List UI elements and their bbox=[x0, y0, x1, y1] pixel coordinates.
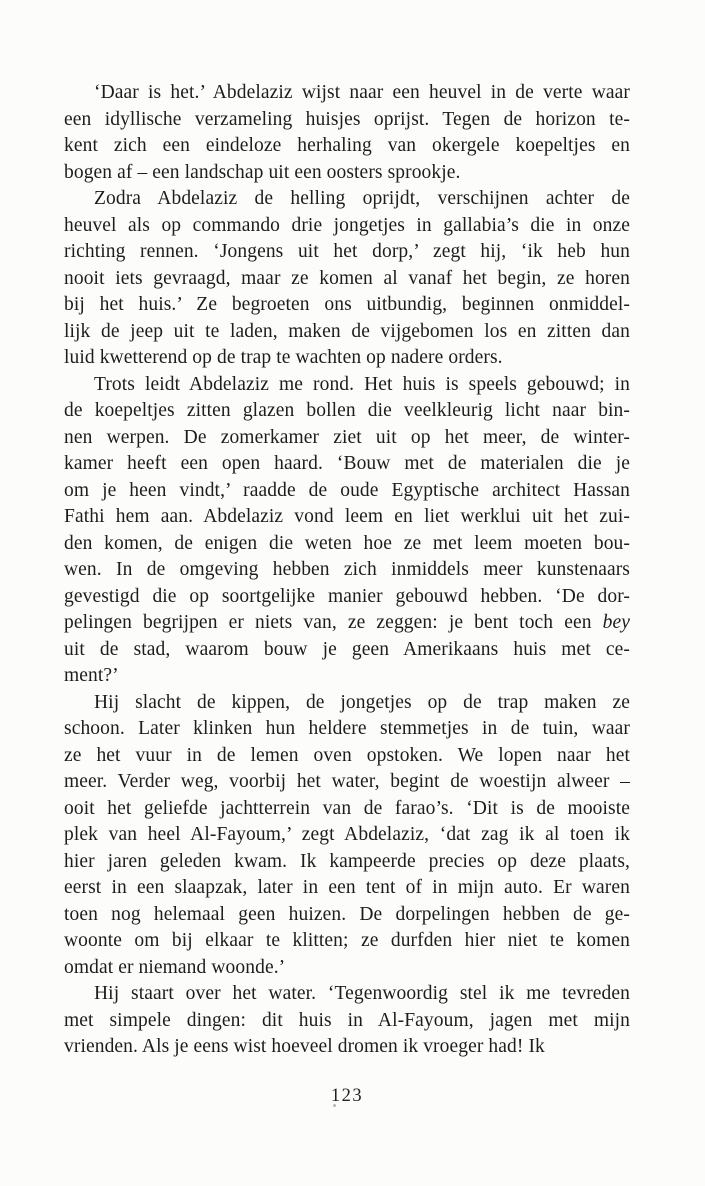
text-block bbox=[64, 80, 630, 1061]
text-line: nen werpen. De zomerkamer ziet uit op het meer, de winter- bbox=[64, 426, 630, 448]
text-segment: pelingen begrijpen er niets van, ze zeggen: je bent toch een bbox=[64, 612, 603, 633]
text-line: eerst in een slaapzak, later in een tent of in mijn auto. Er waren bbox=[64, 877, 630, 898]
paragraph-1 bbox=[64, 80, 630, 186]
text-line: richting rennen. ‘Jongens uit het dorp,’ zegt hij, ‘ik heb hun bbox=[64, 241, 630, 262]
text-line: een idyllische verzameling huisjes oprijst. Tegen de horizon te- bbox=[64, 108, 630, 130]
text-line: kamer heeft een open haard. ‘Bouw met de materialen die je bbox=[64, 453, 630, 474]
text-line: toen nog helemaal geen huizen. De dorpelingen hebben de ge- bbox=[64, 903, 630, 925]
text-line: bogen af – een landschap uit een oosters sprookje. bbox=[64, 161, 461, 183]
text-line: den komen, de enigen die weten hoe ze met leem moeten bou- bbox=[64, 532, 630, 554]
text-line: met simpele dingen: dit huis in Al-Fayoum, jagen met mijn bbox=[64, 1009, 630, 1031]
text-line: nooit iets gevraagd, maar ze komen al vanaf het begin, ze horen bbox=[64, 267, 630, 289]
text-line: hier jaren geleden kwam. Ik kampeerde precies op deze plaats, bbox=[64, 850, 630, 872]
text-line: woonte om bij elkaar te klitten; ze durfden hier niet te komen bbox=[64, 930, 630, 951]
italic-word: bey bbox=[602, 612, 630, 633]
paragraph-4 bbox=[64, 690, 630, 982]
page-number: 123 bbox=[330, 1086, 364, 1106]
text-line: schoon. Later klinken hun heldere stemmetjes in de tuin, waar bbox=[64, 718, 630, 739]
text-line: ze het vuur in de lemen oven opstoken. We lopen naar het bbox=[64, 744, 630, 766]
text-line: Zodra Abdelaziz de helling oprijdt, verschijnen achter de bbox=[94, 188, 630, 209]
paragraph-5 bbox=[64, 981, 630, 1061]
text-line: uit de stad, waarom bouw je geen Amerikaans huis met ce- bbox=[64, 638, 630, 660]
text-line: gevestigd die op soortgelijke manier gebouwd hebben. ‘De dor- bbox=[64, 585, 630, 607]
paragraph-3 bbox=[64, 372, 630, 690]
text-line-with-italic bbox=[64, 610, 630, 637]
text-line: Fathi hem aan. Abdelaziz vond leem en liet werklui uit het zui- bbox=[64, 506, 630, 527]
text-line: lijk de jeep uit te laden, maken de vijgebomen los en zitten dan bbox=[64, 320, 630, 342]
text-line: plek van heel Al-Fayoum,’ zegt Abdelaziz, ‘dat zag ik al toen ik bbox=[64, 824, 630, 845]
text-line: luid kwetterend op de trap te wachten op nadere orders. bbox=[64, 347, 503, 368]
text-line: ‘Daar is het.’ Abdelaziz wijst naar een heuvel in de verte waar bbox=[94, 82, 630, 103]
text-line: de koepeltjes zitten glazen bollen die veelkleurig licht naar bin- bbox=[64, 400, 630, 421]
text-line: ooit het geliefde jachtterrein van de farao’s. ‘Dit is de mooiste bbox=[64, 797, 630, 819]
text-line: heuvel als op commando drie jongetjes in gallabia’s die in onze bbox=[64, 214, 630, 236]
text-line: ment?’ bbox=[64, 665, 119, 686]
text-line: kent zich een eindeloze herhaling van okergele koepeltjes en bbox=[64, 135, 630, 156]
text-line: om je heen vindt,’ raadde de oude Egyptische architect Hassan bbox=[64, 479, 630, 501]
paragraph-2 bbox=[64, 186, 630, 372]
text-line: wen. In de omgeving hebben zich inmiddels meer kunstenaars bbox=[64, 559, 630, 580]
text-line: Trots leidt Abdelaziz me rond. Het huis is speels gebouwd; in bbox=[94, 373, 630, 395]
text-line: vrienden. Als je eens wist hoeveel dromen ik vroeger had! Ik bbox=[64, 1036, 545, 1057]
text-line: meer. Verder weg, voorbij het water, begint de woestijn alweer – bbox=[64, 771, 630, 792]
text-line: Hij staart over het water. ‘Tegenwoordig stel ik me tevreden bbox=[94, 983, 630, 1004]
text-line: Hij slacht de kippen, de jongetjes op de trap maken ze bbox=[94, 691, 630, 713]
text-line: omdat er niemand woonde.’ bbox=[64, 956, 286, 978]
text-line: bij het huis.’ Ze begroeten ons uitbundig, beginnen onmiddel- bbox=[64, 294, 630, 315]
